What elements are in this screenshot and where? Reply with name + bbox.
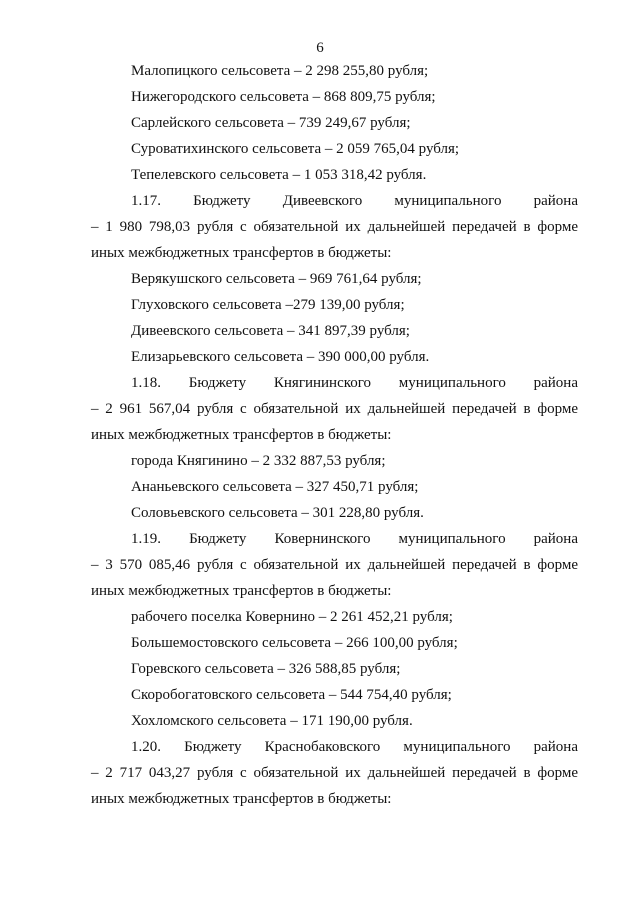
paragraph-line: – 2 961 567,04 рубля с обязательной их дальнейшей передачей в форме (91, 401, 578, 417)
paragraph-line: иных межбюджетных трансфертов в бюджеты: (91, 791, 392, 807)
list-item: Глуховского сельсовета –279 139,00 рубля; (131, 297, 405, 313)
document-body (91, 58, 578, 812)
list-item: Соловьевского сельсовета – 301 228,80 рубля. (131, 505, 424, 521)
list-item: города Княгинино – 2 332 887,53 рубля; (131, 453, 386, 469)
paragraph-line: иных межбюджетных трансфертов в бюджеты: (91, 583, 392, 599)
paragraph-line: – 3 570 085,46 рубля с обязательной их дальнейшей передачей в форме (91, 557, 578, 573)
list-item: Дивеевского сельсовета – 341 897,39 рубля; (131, 323, 410, 339)
list-item: Малопицкого сельсовета – 2 298 255,80 рубля; (131, 63, 429, 79)
paragraph-line: иных межбюджетных трансфертов в бюджеты: (91, 427, 392, 443)
list-item: Тепелевского сельсовета – 1 053 318,42 рубля. (131, 167, 427, 183)
list-item: Сарлейского сельсовета – 739 249,67 рубля; (131, 115, 411, 131)
paragraph-line: – 2 717 043,27 рубля с обязательной их дальнейшей передачей в форме (91, 765, 578, 781)
list-item: Елизарьевского сельсовета – 390 000,00 рубля. (131, 349, 430, 365)
paragraph-line: иных межбюджетных трансфертов в бюджеты: (91, 245, 392, 261)
page-number: 6 (316, 40, 324, 56)
list-item: рабочего поселка Ковернино – 2 261 452,21 рубля; (131, 609, 453, 625)
list-item: Большемостовского сельсовета – 266 100,00 рубля; (131, 635, 458, 651)
paragraph-heading: 1.18. Бюджету Княгининского муниципального района (131, 375, 578, 391)
list-item: Скоробогатовского сельсовета – 544 754,40 рубля; (131, 687, 452, 703)
list-item: Горевского сельсовета – 326 588,85 рубля; (131, 661, 401, 677)
paragraph-heading: 1.17. Бюджету Дивеевского муниципального района (131, 193, 578, 209)
list-item: Нижегородского сельсовета – 868 809,75 рубля; (131, 89, 436, 105)
list-item: Хохломского сельсовета – 171 190,00 рубля. (131, 713, 413, 729)
paragraph-heading: 1.20. Бюджету Краснобаковского муниципального района (131, 739, 578, 755)
list-item: Верякушского сельсовета – 969 761,64 рубля; (131, 271, 422, 287)
paragraph-line: – 1 980 798,03 рубля с обязательной их дальнейшей передачей в форме (91, 219, 578, 235)
list-item: Суроватихинского сельсовета – 2 059 765,04 рубля; (131, 141, 460, 157)
paragraph-heading: 1.19. Бюджету Ковернинского муниципального района (131, 531, 578, 547)
list-item: Ананьевского сельсовета – 327 450,71 рубля; (131, 479, 419, 495)
